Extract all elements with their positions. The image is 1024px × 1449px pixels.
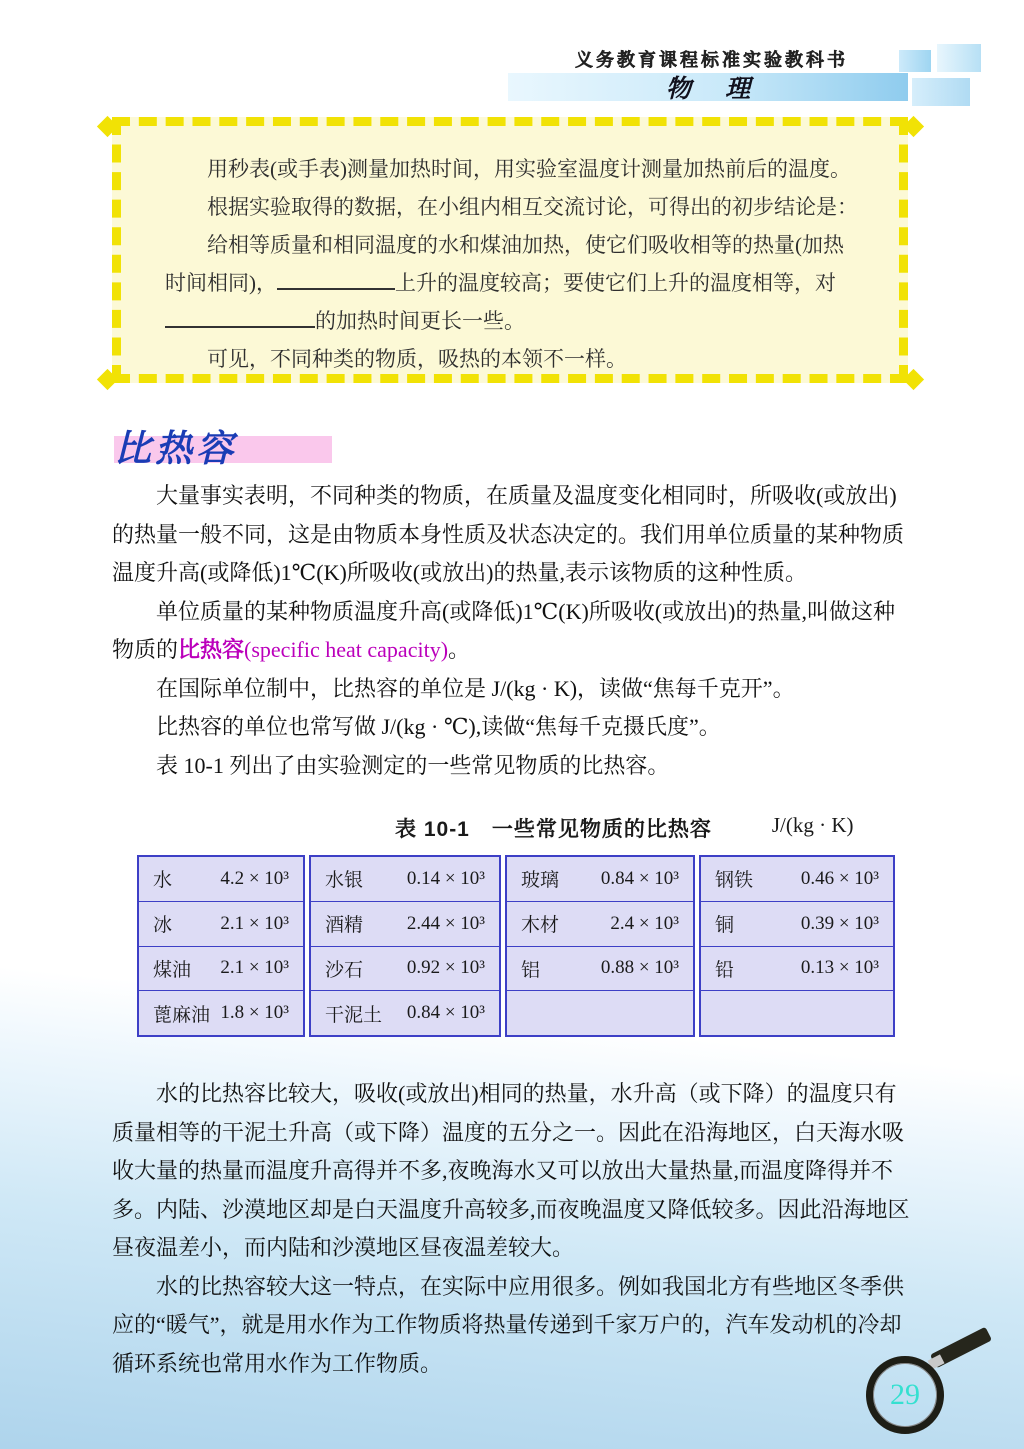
experiment-conclusion (165, 226, 859, 340)
paragraph-5: 表 10-1 列出了由实验测定的一些常见物质的比热容。 (156, 752, 670, 778)
body-text-lower (112, 1075, 914, 1383)
body-text-upper (112, 477, 914, 785)
table-row (139, 857, 303, 901)
substance-value: 0.84 × 10³ (406, 1002, 485, 1024)
substance-name: 木材 (521, 915, 560, 937)
table-row (507, 946, 693, 991)
fill-in-blank-1 (277, 269, 395, 290)
substance-name: 水银 (325, 870, 364, 892)
fill-in-blank-2 (165, 307, 315, 328)
substance-value: 0.88 × 10³ (600, 957, 679, 979)
table-row-empty (507, 990, 693, 1035)
table-row (701, 946, 893, 991)
experiment-line-1: 用秒表(或手表)测量加热时间，用实验室温度计测量加热前后的温度。 (207, 157, 851, 181)
paragraph-2-after: 。 (448, 637, 471, 662)
substance-name: 水 (153, 870, 173, 892)
table-row (701, 901, 893, 946)
paragraph-2-before: 单位质量的某种物质温度升高(或降低)1℃(K)所吸收(或放出)的热量,叫做这种物质的 (112, 598, 895, 662)
substance-value: 0.46 × 10³ (800, 867, 879, 889)
substance-name: 蓖麻油 (153, 1004, 211, 1026)
table-column-3 (505, 855, 695, 1037)
substance-name: 煤油 (153, 959, 192, 981)
substance-value: 4.2 × 10³ (220, 867, 289, 889)
substance-value: 0.39 × 10³ (800, 912, 879, 934)
substance-name: 沙石 (325, 959, 364, 981)
section-title-wrap (114, 418, 237, 472)
substance-value: 1.8 × 10³ (220, 1002, 289, 1024)
paragraph-6: 水的比热容比较大，吸收(或放出)相同的热量，水升高（或下降）的温度只有质量相等的干泥土升高（或下降）温度的五分之一。因此在沿海地区，白天海水吸收大量的热量而温度升高得并不多,夜晚海水又可以放出大量热量,而温度降得并不多。内陆、沙漠地区却是白天温度升高较多,而夜晚温度又降低较多。因此沿海地区昼夜温差小，而内陆和沙漠地区昼夜温差较大。 (112, 1081, 910, 1260)
table-row (311, 990, 499, 1035)
conclusion-part-3: 的加热时间更长一些。 (315, 309, 525, 333)
table-row (139, 946, 303, 991)
table-row-empty (701, 990, 893, 1035)
magnifier-icon (866, 1356, 944, 1434)
section-title: 比热容 (114, 429, 237, 470)
table-column-2 (309, 855, 501, 1037)
paragraph-1: 大量事实表明，不同种类的物质，在质量及温度变化相同时，所吸收(或放出)的热量一般不同，这是由物质本身性质及状态决定的。我们用单位质量的某种物质温度升高(或降低)1℃(K)所吸收(或放出)的热量,表示该物质的这种性质。 (112, 483, 905, 585)
table-row (507, 901, 693, 946)
header-deco-square-1 (899, 50, 931, 72)
substance-name: 玻璃 (521, 870, 560, 892)
experiment-line-2: 根据实验取得的数据，在小组内相互交流讨论，可得出的初步结论是： (207, 195, 858, 219)
table-row (701, 857, 893, 901)
substance-name: 酒精 (325, 915, 364, 937)
substance-name: 铜 (715, 915, 735, 937)
header-series-title: 义务教育课程标准实验教科书 (575, 50, 848, 70)
conclusion-part-1: 给相等质量和相同温度的水和煤油加热，使它们吸收相等的热量(加热时间相同)， (165, 233, 844, 295)
paragraph-7: 水的比热容较大这一特点，在实际中应用很多。例如我国北方有些地区冬季供应的“暖气”，就是用水作为工作物质将热量传递到千家万户的，汽车发动机的冷却循环系统也常用水作为工作物质。 (112, 1273, 905, 1376)
experiment-box (112, 117, 908, 383)
table-row (311, 946, 499, 991)
substance-value: 2.1 × 10³ (220, 957, 289, 979)
substance-name: 铝 (521, 959, 541, 981)
table-row (311, 857, 499, 901)
table-row (311, 901, 499, 946)
paragraph-3: 在国际单位制中，比热容的单位是 J/(kg · K)，读做“焦每千克开”。 (156, 675, 795, 701)
conclusion-part-2: 上升的温度较高；要使它们上升的温度相等，对 (395, 271, 836, 295)
paragraph-4: 比热容的单位也常写做 J/(kg · ℃),读做“焦每千克摄氏度”。 (156, 714, 721, 739)
table-row (507, 857, 693, 901)
substance-value: 2.4 × 10³ (610, 912, 679, 934)
substance-value: 0.13 × 10³ (800, 957, 879, 979)
specific-heat-table (137, 855, 899, 1037)
substance-value: 0.14 × 10³ (406, 867, 485, 889)
page-number: 29 (890, 1378, 920, 1411)
header-subject-bar (508, 73, 908, 101)
substance-value: 0.92 × 10³ (406, 957, 485, 979)
experiment-line-4: 可见，不同种类的物质，吸热的本领不一样。 (207, 347, 627, 371)
table-row (139, 901, 303, 946)
table-title: 表 10-1 一些常见物质的比热容 (395, 818, 712, 841)
substance-value: 0.84 × 10³ (600, 867, 679, 889)
substance-name: 冰 (153, 915, 173, 937)
table-row (139, 990, 303, 1035)
substance-value: 2.1 × 10³ (220, 912, 289, 934)
substance-value: 2.44 × 10³ (406, 912, 485, 934)
substance-name: 铅 (715, 959, 735, 981)
term-specific-heat-en: (specific heat capacity) (244, 637, 449, 662)
substance-name: 钢铁 (715, 870, 754, 892)
header-subject-title: 物 理 (665, 76, 765, 103)
table-column-4 (699, 855, 895, 1037)
term-specific-heat-cn: 比热容 (178, 637, 245, 662)
table-column-1 (137, 855, 305, 1037)
table-caption (112, 813, 914, 843)
paragraph-2 (112, 593, 914, 670)
header-deco-square-2 (937, 44, 981, 72)
table-unit: J/(kg · K) (771, 813, 854, 837)
substance-name: 干泥土 (325, 1004, 383, 1026)
header-deco-bar-tail (912, 78, 970, 106)
